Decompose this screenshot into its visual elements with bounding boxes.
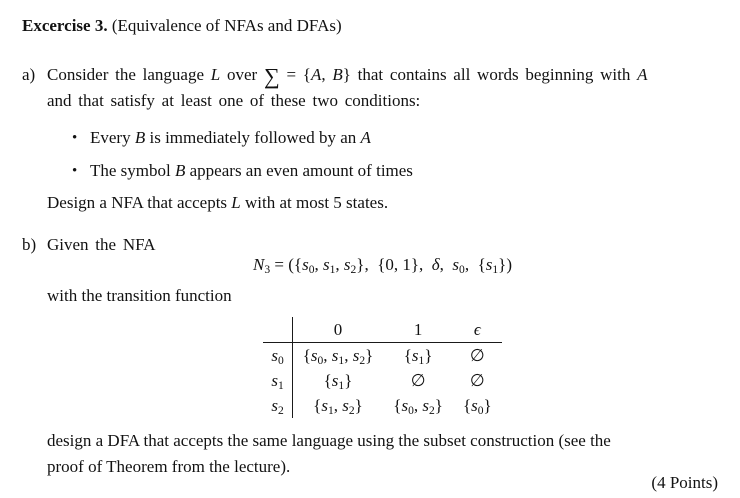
text-segment: }	[354, 396, 363, 415]
text-segment: s	[343, 255, 351, 274]
col-header-1	[383, 317, 453, 343]
text-segment: A	[310, 65, 322, 84]
text-segment: s	[331, 371, 339, 390]
cell-s0-on-epsilon	[453, 343, 502, 369]
text-segment: 1	[338, 379, 345, 393]
text-segment: s	[271, 396, 278, 415]
text-segment: ,	[439, 255, 453, 274]
item-a-intro	[47, 62, 647, 114]
text-segment: {	[313, 396, 322, 415]
row-label-s1	[263, 368, 292, 393]
points-label	[651, 472, 718, 494]
row-label-s2	[263, 393, 292, 418]
text-segment: Every	[90, 128, 135, 147]
exercise-heading	[22, 15, 342, 37]
text-segment: } that contains all words beginning with	[342, 65, 638, 84]
text-segment: 0	[317, 354, 324, 368]
text-segment: with the transition function	[47, 286, 232, 305]
text-segment: The symbol	[90, 161, 175, 180]
text-segment: }	[344, 371, 353, 390]
text-segment: {	[403, 346, 412, 365]
text-segment: 1	[413, 320, 423, 339]
corner-cell	[263, 317, 292, 343]
table-header-row	[263, 317, 501, 343]
cell-s1-on-0	[292, 368, 383, 393]
text-segment: 0	[308, 263, 315, 277]
text-segment: }, {0, 1},	[356, 255, 432, 274]
text-segment: appears an even amount of times	[185, 161, 413, 180]
text-segment: and that satisfy at least one of these two conditions:	[47, 91, 421, 110]
text-segment: proof of Theorem from the lecture).	[47, 457, 291, 476]
text-segment: {	[393, 396, 402, 415]
text-segment: 2	[277, 404, 284, 418]
text-segment: s	[471, 396, 478, 415]
cell-s1-on-1	[383, 368, 453, 393]
text-segment: with at most 5 states.	[240, 193, 389, 212]
condition-item-2-text	[90, 159, 413, 183]
text-segment: s	[411, 346, 419, 365]
row-label-s0	[263, 343, 292, 369]
text-segment: }	[434, 396, 443, 415]
condition-item-1-text	[90, 126, 371, 150]
text-segment: 0	[477, 404, 484, 418]
text-segment: Excercise 3.	[22, 16, 108, 35]
text-segment: }	[424, 346, 433, 365]
item-a-task	[47, 190, 388, 216]
text-segment: = ({	[270, 255, 303, 274]
text-segment: B	[332, 65, 343, 84]
text-segment: A	[637, 65, 648, 84]
text-segment: 2	[359, 354, 366, 368]
text-segment: 0	[277, 354, 284, 368]
cell-s1-on-epsilon	[453, 368, 502, 393]
text-segment: }	[483, 396, 492, 415]
col-header-epsilon	[453, 317, 502, 343]
text-segment: B	[134, 128, 146, 147]
text-segment: s	[321, 396, 328, 415]
item-b-label: b)	[22, 235, 37, 254]
text-segment: ,	[323, 346, 332, 365]
text-segment: ,	[321, 65, 333, 84]
condition-item-1	[72, 126, 413, 150]
text-segment: Consider the language	[47, 65, 211, 84]
text-segment: ,	[333, 396, 343, 415]
text-segment: ∅	[469, 371, 485, 390]
text-segment: 1	[338, 354, 345, 368]
text-segment: s	[302, 255, 309, 274]
table-row-s0	[263, 343, 501, 369]
transition-table	[263, 317, 501, 418]
text-segment: s	[322, 255, 330, 274]
text-segment: 0	[408, 404, 414, 418]
item-a-label: a)	[22, 65, 36, 84]
text-segment: = {	[279, 65, 311, 84]
text-segment: s	[342, 396, 349, 415]
text-segment: s	[401, 396, 409, 415]
text-segment: L	[210, 65, 221, 84]
text-segment: 2	[348, 404, 355, 418]
item-b-task	[47, 428, 611, 480]
text-segment: 2	[350, 263, 357, 277]
text-segment: ∅	[410, 371, 426, 390]
cell-s2-on-0	[292, 393, 383, 418]
table-row-s2	[263, 393, 501, 418]
text-segment: 2	[428, 404, 435, 418]
table-row-s1	[263, 368, 501, 393]
text-segment: over	[220, 65, 264, 84]
text-segment: 0	[333, 320, 343, 339]
text-segment: s	[422, 396, 429, 415]
text-segment: ,	[314, 255, 323, 274]
text-segment: 3	[264, 263, 271, 277]
text-segment: 1	[329, 263, 336, 277]
text-segment: (Equivalence of NFAs and DFAs)	[107, 16, 342, 35]
text-segment: {	[302, 346, 311, 365]
text-segment: s	[271, 346, 278, 365]
col-header-0	[292, 317, 383, 343]
text-segment: N	[253, 255, 265, 274]
text-segment: 0	[459, 263, 465, 277]
cell-s0-on-0	[292, 343, 383, 369]
text-segment: 1	[327, 404, 334, 418]
text-segment: }	[365, 346, 374, 365]
text-segment: design a DFA that accepts the same language using the subset construction (see the	[47, 431, 611, 450]
text-segment: })	[498, 255, 512, 274]
text-segment: s	[485, 255, 493, 274]
item-a	[22, 62, 647, 114]
text-segment: is immediately followed by an	[145, 128, 361, 147]
text-segment: ∅	[469, 346, 485, 365]
text-segment: ,	[413, 396, 423, 415]
text-segment: s	[352, 346, 360, 365]
text-segment: {	[462, 396, 472, 415]
text-segment: s	[271, 371, 278, 390]
text-segment: δ	[431, 255, 440, 274]
bullet-icon: •	[72, 130, 78, 146]
text-segment: A	[360, 128, 371, 147]
text-segment: s	[310, 346, 318, 365]
text-segment: (4 Points)	[651, 473, 718, 492]
text-segment: ∑	[263, 63, 280, 89]
text-segment: s	[452, 255, 460, 274]
text-segment: 1	[277, 379, 284, 393]
cell-s0-on-1	[383, 343, 453, 369]
transition-table-container	[47, 317, 718, 418]
condition-item-2	[72, 159, 413, 183]
text-segment: ,	[344, 346, 353, 365]
text-segment: Given the NFA	[47, 235, 156, 254]
condition-list	[72, 126, 413, 192]
text-segment: Design a NFA that accepts	[47, 193, 232, 212]
cell-s2-on-epsilon	[453, 393, 502, 418]
bullet-icon: •	[72, 163, 78, 179]
nfa-definition-equation	[47, 250, 718, 280]
text-segment: ,	[335, 255, 344, 274]
text-segment: ϵ	[473, 320, 481, 339]
text-segment: B	[175, 161, 186, 180]
text-segment: L	[231, 193, 241, 212]
text-segment: 1	[492, 263, 499, 277]
text-segment: {	[323, 371, 332, 390]
transition-function-caption	[47, 283, 232, 309]
cell-s2-on-1	[383, 393, 453, 418]
text-segment: s	[331, 346, 339, 365]
text-segment: 1	[418, 354, 425, 368]
text-segment: , {	[464, 255, 486, 274]
